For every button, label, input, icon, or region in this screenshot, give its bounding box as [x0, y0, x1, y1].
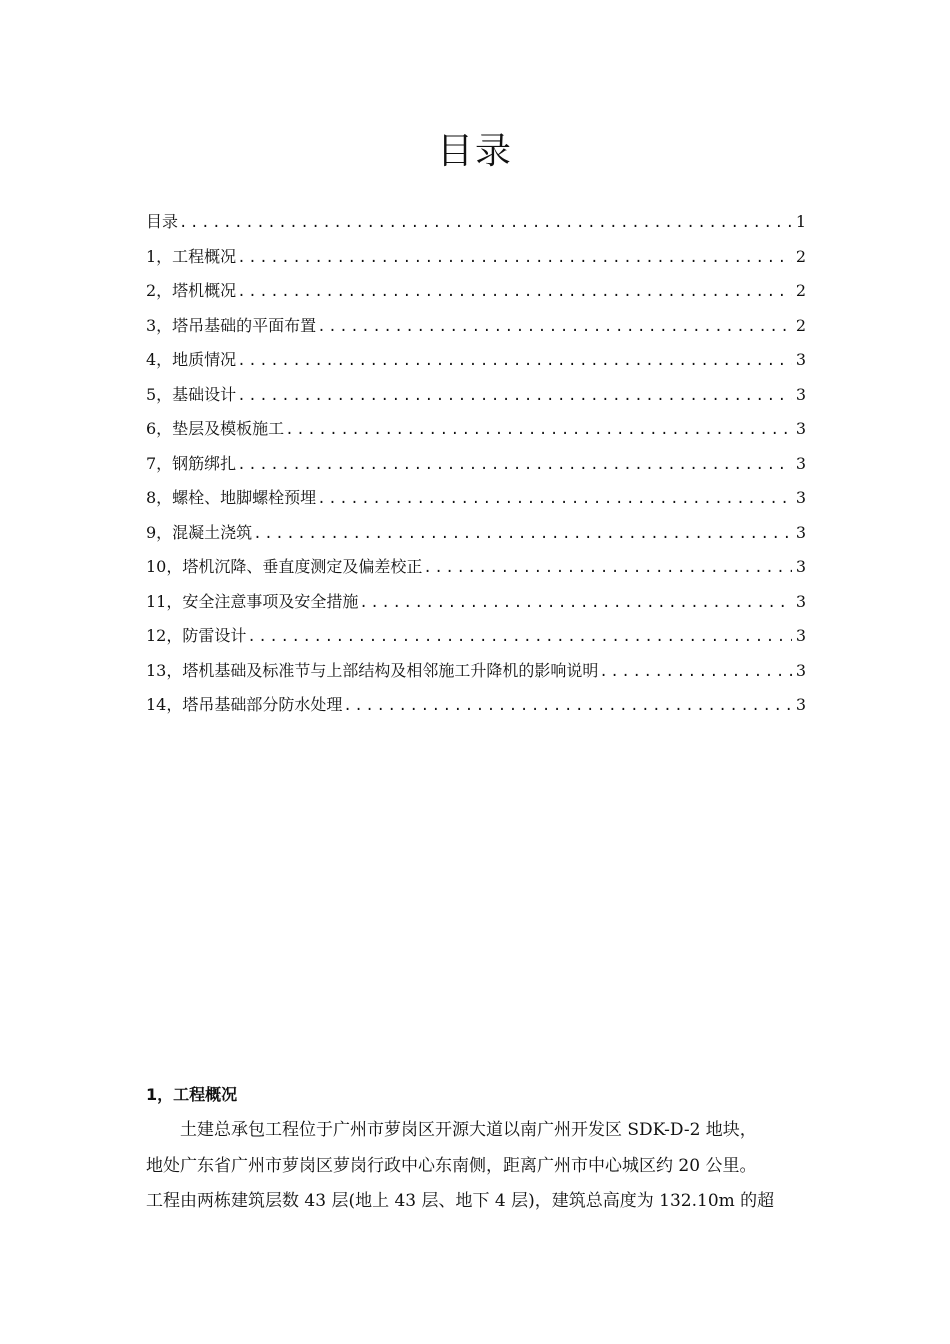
- toc-leader-dots: [599, 655, 792, 690]
- toc-entry[interactable]: [146, 274, 806, 309]
- toc-entry[interactable]: [146, 309, 806, 344]
- toc-leader-dots: [343, 689, 792, 724]
- toc-entry-page: 2: [795, 246, 806, 266]
- toc-entry[interactable]: [146, 447, 806, 482]
- toc-entry[interactable]: [146, 205, 806, 240]
- toc-entry-label: 7，钢筋绑扎: [146, 453, 237, 473]
- toc-entry-label: 9，混凝土浇筑: [146, 522, 253, 542]
- toc-entry-page: 3: [795, 557, 806, 576]
- toc-entry-page: 3: [795, 626, 806, 645]
- toc-entry[interactable]: [146, 585, 806, 620]
- toc-entry-page: 3: [795, 591, 806, 611]
- toc-entry-label: 11，安全注意事项及安全措施: [146, 591, 359, 611]
- toc-entry-page: 2: [795, 315, 806, 335]
- paragraph-line: 地处广东省广州市萝岗区萝岗行政中心东南侧，距离广州市中心城区约 20 公里。: [146, 1155, 757, 1176]
- toc-leader-dots: [179, 206, 792, 241]
- toc-leader-dots: [237, 241, 792, 276]
- toc-leader-dots: [423, 551, 792, 586]
- toc-entry[interactable]: [146, 550, 806, 585]
- toc-leader-dots: [237, 379, 792, 414]
- toc-entry[interactable]: [146, 412, 806, 447]
- toc-leader-dots: [247, 620, 792, 655]
- section-heading: 1，工程概况: [146, 1085, 238, 1104]
- toc-entry-label: 目录: [146, 212, 179, 231]
- toc-entry[interactable]: [146, 378, 806, 413]
- toc-leader-dots: [359, 586, 792, 621]
- toc-entry[interactable]: [146, 688, 806, 723]
- toc-entry-page: 2: [795, 281, 806, 300]
- toc-entry[interactable]: [146, 343, 806, 378]
- toc-entry-page: 3: [795, 660, 806, 680]
- section-body-paragraph: [146, 1113, 814, 1220]
- toc-entry-label: 14，塔吊基础部分防水处理: [146, 695, 343, 714]
- toc-entry-page: 3: [795, 419, 806, 438]
- toc-leader-dots: [237, 448, 792, 483]
- toc-leader-dots: [253, 517, 792, 552]
- toc-entry[interactable]: [146, 481, 806, 516]
- toc-entry-page: 3: [795, 453, 806, 473]
- toc-entry-label: 5，基础设计: [146, 384, 237, 404]
- toc-leader-dots: [237, 275, 792, 310]
- toc-entry[interactable]: [146, 516, 806, 551]
- toc-entry-page: 3: [795, 488, 806, 507]
- toc-entry-label: 1，工程概况: [146, 246, 237, 266]
- toc-entry-label: 13，塔机基础及标准节与上部结构及相邻施工升降机的影响说明: [146, 660, 599, 680]
- toc-entry-label: 6，垫层及模板施工: [146, 419, 285, 438]
- toc-entry-page: 3: [795, 350, 806, 369]
- toc-entry-page: 1: [795, 212, 806, 231]
- toc-entry-label: 12，防雷设计: [146, 626, 247, 645]
- toc-entry-label: 3，塔吊基础的平面布置: [146, 315, 317, 335]
- paragraph-line: 土建总承包工程位于广州市萝岗区开源大道以南广州开发区 SDK-D-2 地块，: [180, 1120, 757, 1140]
- toc-entry[interactable]: [146, 240, 806, 275]
- toc-entry-label: 8，螺栓、地脚螺栓预埋: [146, 488, 317, 507]
- toc-title: 目录: [436, 131, 513, 172]
- toc-entry-page: 3: [795, 384, 806, 404]
- toc-leader-dots: [285, 413, 792, 448]
- toc-leader-dots: [317, 482, 792, 517]
- toc-entry-page: 3: [795, 522, 806, 542]
- toc-entry-page: 3: [795, 695, 806, 714]
- toc-entry-label: 10，塔机沉降、垂直度测定及偏差校正: [146, 557, 423, 576]
- toc-entry[interactable]: [146, 619, 806, 654]
- toc-entry-label: 2，塔机概况: [146, 281, 237, 300]
- toc-entry-label: 4，地质情况: [146, 350, 237, 369]
- toc-leader-dots: [317, 310, 792, 345]
- paragraph-line: 工程由两栋建筑层数 43 层(地上 43 层、地下 4 层)，建筑总高度为 132.10m 的超: [146, 1191, 775, 1211]
- toc-entry[interactable]: [146, 654, 806, 689]
- toc-list: [146, 205, 806, 723]
- toc-leader-dots: [237, 344, 792, 379]
